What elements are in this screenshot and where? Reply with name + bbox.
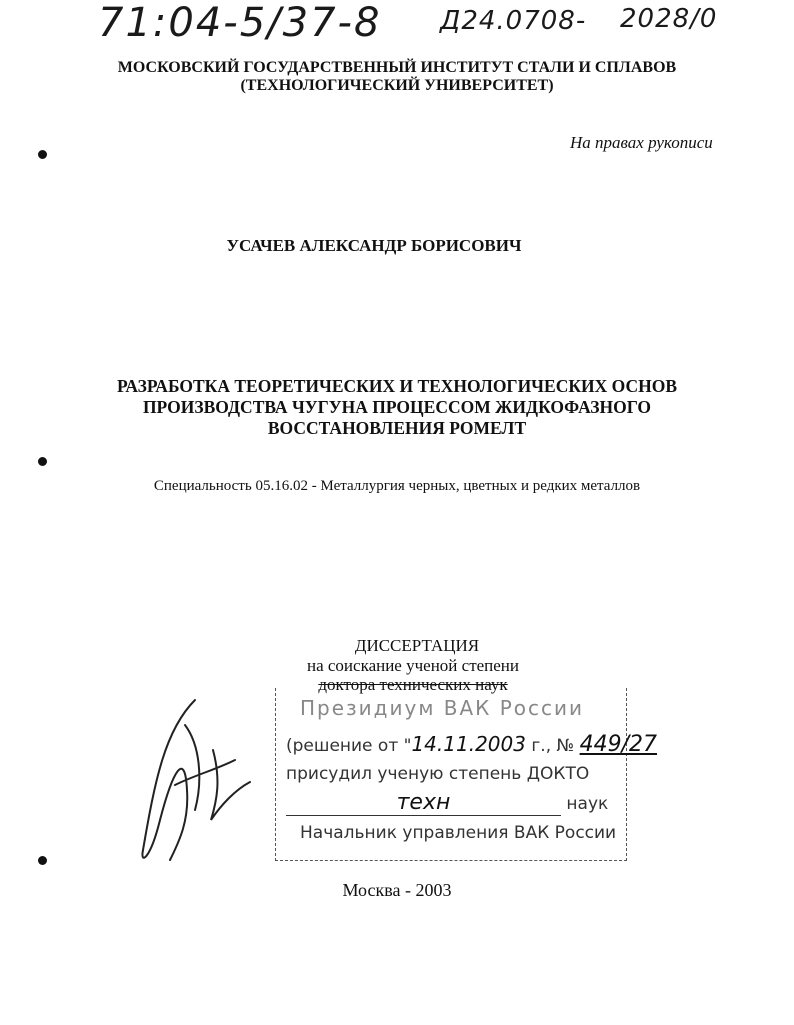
stamp-science-line <box>286 790 616 816</box>
stamp-science-handwritten: техн <box>396 790 451 815</box>
stamp-decision-mid: г., № <box>525 736 575 756</box>
stamp-presidium: Президиум ВАК России <box>300 696 585 720</box>
degree-sought-line-2: доктора технических наук <box>318 675 508 694</box>
dissertation-title-line-2: ПРОИЗВОДСТВА ЧУГУНА ПРОЦЕССОМ ЖИДКОФАЗНОГО <box>142 397 652 417</box>
handwritten-reference: Д24.0708- <box>440 6 587 36</box>
signature <box>125 690 265 880</box>
margin-dot <box>38 150 47 159</box>
dissertation-title-line-3: ВОССТАНОВЛЕНИЯ РОМЕЛТ <box>267 418 527 438</box>
institution-subtitle: (ТЕХНОЛОГИЧЕСКИЙ УНИВЕРСИТЕТ) <box>240 77 554 94</box>
stamp-degree-awarded: присудил ученую степень ДОКТО <box>286 764 590 784</box>
stamp-signatory: Начальник управления ВАК России <box>300 823 617 843</box>
institution-name: МОСКОВСКИЙ ГОСУДАРСТВЕННЫЙ ИНСТИТУТ СТАЛИ И СПЛАВОВ <box>117 59 677 76</box>
rights-note: На правах рукописи <box>570 133 713 152</box>
margin-dot <box>38 457 47 466</box>
margin-dot <box>38 856 47 865</box>
stamp-decision-number: 449/27 <box>579 732 658 757</box>
specialty: Специальность 05.16.02 - Металлургия черных, цветных и редких металлов <box>153 478 641 494</box>
author-name: УСАЧЕВ АЛЕКСАНДР БОРИСОВИЧ <box>226 236 522 255</box>
handwritten-reference-2: 2028/0 <box>620 4 718 34</box>
stamp-decision-prefix: (решение от " <box>286 736 412 756</box>
vak-stamp <box>275 688 658 861</box>
stamp-science-suffix: наук <box>566 794 609 814</box>
stamp-decision-line <box>286 732 657 757</box>
city-year: Москва - 2003 <box>342 880 452 900</box>
stamp-decision-date: 14.11.2003 <box>411 732 526 756</box>
handwritten-catalog-code: 71:04-5/37-8 <box>98 0 382 46</box>
stamp-science-field <box>286 790 561 816</box>
dissertation-title-line-1: РАЗРАБОТКА ТЕОРЕТИЧЕСКИХ И ТЕХНОЛОГИЧЕСКИХ ОСНОВ <box>116 376 678 396</box>
document-type: ДИССЕРТАЦИЯ <box>354 636 480 655</box>
degree-sought-line-1: на соискание ученой степени <box>306 656 520 675</box>
